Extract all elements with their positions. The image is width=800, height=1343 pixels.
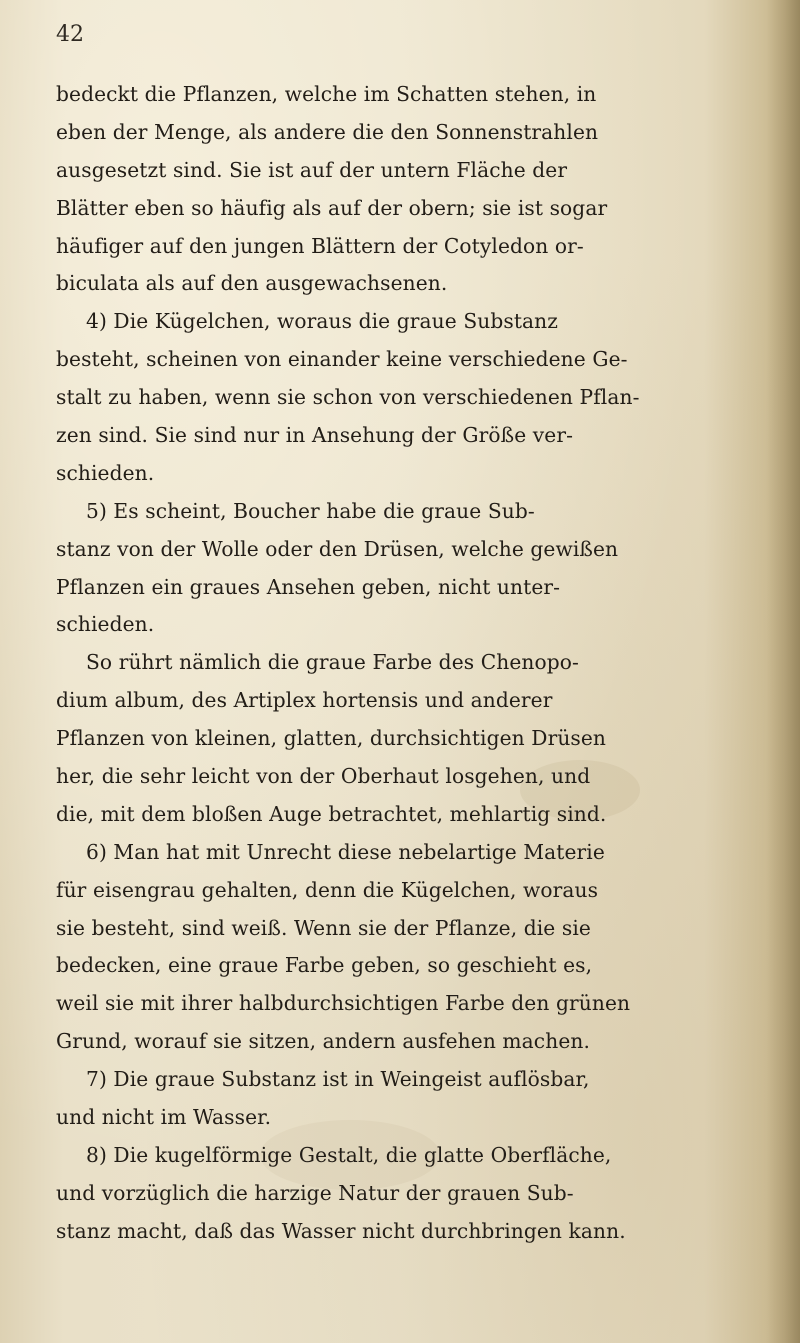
text-line: zen sind. Sie sind nur in Ansehung der Größe ver- (56, 423, 573, 448)
text-line: Pflanzen von kleinen, glatten, durchsichtigen Drüsen (56, 726, 607, 751)
paragraph-5-start: 5) Es scheint, Boucher habe die graue Sub- (86, 498, 535, 523)
text-line: eben der Menge, als andere die den Sonnenstrahlen (56, 119, 599, 144)
paragraph-4-start: 4) Die Kügelchen, woraus die graue Substanz (86, 309, 559, 334)
paragraph-7-start: 7) Die graue Substanz ist in Weingeist auflösbar, (86, 1067, 590, 1092)
text-line: Grund, worauf sie sitzen, andern ausfehen machen. (56, 1029, 590, 1054)
text-line: die, mit dem bloßen Auge betrachtet, mehlartig sind. (56, 801, 607, 826)
text-line: bedeckt die Pflanzen, welche im Schatten stehen, in (56, 82, 597, 106)
paragraph-6-start: 6) Man hat mit Unrecht diese nebelartige Materie (86, 839, 605, 864)
text-line: her, die sehr leicht von der Oberhaut losgehen, und (56, 764, 591, 789)
text-line: schieden. (56, 460, 155, 485)
text-line: und nicht im Wasser. (56, 1105, 272, 1130)
paragraph-start: So rührt nämlich die graue Farbe des Chenopo- (86, 650, 579, 675)
page-number: 42 (56, 22, 84, 47)
text-line: häufiger auf den jungen Blättern der Cotyledon or- (56, 233, 584, 258)
text-line: schieden. (56, 612, 155, 637)
text-line: sie besteht, sind weiß. Wenn sie der Pflanze, die sie (56, 915, 591, 940)
text-line: Blätter eben so häufig als auf der obern; sie ist sogar (56, 195, 608, 220)
page-edge-shadow (766, 0, 800, 1343)
paragraph-8-start: 8) Die kugelförmige Gestalt, die glatte Oberfläche, (86, 1142, 612, 1167)
text-line: weil sie mit ihrer halbdurchsichtigen Farbe den grünen (56, 991, 631, 1016)
text-line: stanz macht, daß das Wasser nicht durchbringen kann. (56, 1218, 626, 1243)
text-line: ausgesetzt sind. Sie ist auf der untern Fläche der (56, 157, 568, 182)
text-line: für eisengrau gehalten, denn die Kügelchen, woraus (56, 877, 599, 902)
text-line: stalt zu haben, wenn sie schon von verschiedenen Pflan- (56, 385, 640, 410)
body-text (56, 76, 762, 1251)
text-line: Pflanzen ein graues Ansehen geben, nicht unter- (56, 574, 561, 599)
text-line: besteht, scheinen von einander keine verschiedene Ge- (56, 347, 628, 372)
text-line: bedecken, eine graue Farbe geben, so geschieht es, (56, 953, 593, 978)
text-line: biculata als auf den ausgewachsenen. (56, 271, 448, 296)
text-line: stanz von der Wolle oder den Drüsen, welche gewißen (56, 536, 619, 561)
text-line: und vorzüglich die harzige Natur der grauen Sub- (56, 1180, 574, 1205)
text-line: dium album, des Artiplex hortensis und anderer (56, 688, 553, 713)
